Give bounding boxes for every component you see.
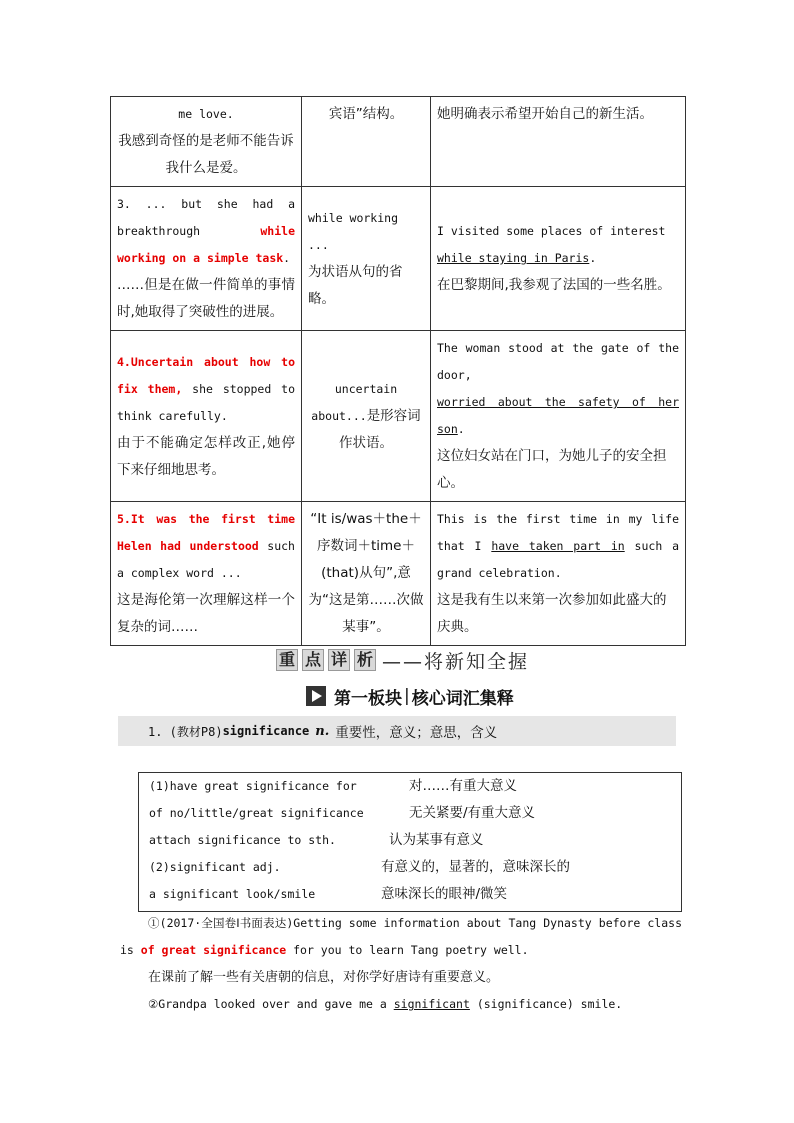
row3-c3-post: . (457, 422, 465, 436)
vocab-word: significance (222, 724, 310, 738)
table-cell (111, 97, 302, 187)
row4-c3-zh: 这是我有生以来第一次参加如此盛大的庆典。 (437, 592, 667, 635)
phrase-en: of no/little/great significance (149, 806, 364, 820)
phrase-zh: 认为某事有意义 (389, 832, 484, 848)
block-title-part1: 第一板块 (334, 688, 402, 709)
vocab-meaning: 重要性，意义；意思，含义 (335, 725, 498, 741)
row3-c3-en (437, 335, 679, 443)
row1-c1-zh: 我感到奇怪的是老师不能告诉我什么是爱。 (118, 133, 294, 176)
table-cell (111, 331, 302, 502)
row2-c3-post: . (589, 251, 597, 265)
table-cell (302, 331, 431, 502)
table-cell (111, 502, 302, 646)
row2-c3-pre: I visited some places of interest (437, 224, 666, 238)
boxed-char: 点 (302, 649, 324, 671)
row1-c1-en: me love. (178, 107, 234, 121)
phrase-zh: 意味深长的眼神/微笑 (381, 886, 508, 902)
row4-c1-red: It was the first time Helen had understood (117, 512, 295, 553)
row4-c3-post: such a grand celebration. (437, 539, 680, 580)
row2-c1-post: . (283, 251, 291, 265)
row4-c3-pre: This is the first time in my life that I (437, 512, 679, 553)
block-title-sep: | (404, 686, 410, 706)
row4-c1-num: 5. (117, 512, 131, 526)
row2-c1-en (117, 191, 295, 272)
example-2 (120, 991, 682, 1018)
row3-c1-red: Uncertain about how to fix them, (117, 354, 295, 396)
row3-c3-pre: The woman stood at the gate of the door, (437, 341, 679, 382)
boxed-char: 详 (328, 649, 350, 671)
phrase-box (138, 772, 682, 912)
row3-c2-line (308, 403, 424, 457)
section-boxed-title (276, 649, 380, 671)
row4-c1-post: such a complex word ... (117, 539, 295, 580)
list-item (149, 800, 679, 827)
table-cell (431, 502, 686, 646)
row1-c2: 宾语”结构。 (328, 106, 404, 122)
row2-c3-zh: 在巴黎期间,我参观了法国的一些名胜。 (437, 277, 671, 293)
row4-c1-zh: 这是海伦第一次理解这样一个复杂的词…… (117, 592, 295, 635)
row3-c1-zh: 由于不能确定怎样改正,她停下来仔细地思考。 (117, 434, 295, 478)
section-subtitle: ——将新知全握 (382, 650, 530, 673)
phrase-zh: 对……有重大意义 (409, 778, 517, 794)
table-cell (431, 187, 686, 331)
vocab-pos: n. (315, 723, 330, 739)
example-1-red: of great significance (140, 943, 287, 957)
row2-c2-zh: 为状语从句的省略。 (308, 263, 403, 307)
row3-c1-num: 4. (117, 354, 131, 369)
row2-c3-en (437, 218, 679, 272)
row2-c2-en: while working ... (308, 210, 399, 252)
example-1-pre: ①(2017·全国卷Ⅰ书面表达)Getting some information about Tang Dynasty before class is (120, 916, 682, 957)
row3-c3-ul: worried about the safety of her son (437, 395, 679, 436)
boxed-char: 析 (354, 649, 376, 671)
example-2-post: (significance) smile. (469, 997, 623, 1011)
example-2-ul: significant (393, 997, 470, 1011)
example-1 (120, 910, 682, 964)
phrase-en: a significant look/smile (149, 887, 316, 901)
table-cell (302, 97, 431, 187)
vocab-heading (118, 716, 676, 746)
row3-c3-zh: 这位妇女站在门口，为她儿子的安全担心。 (437, 448, 667, 491)
table-row (111, 97, 686, 187)
play-icon (306, 686, 326, 706)
row3-c2-en2: about... (311, 408, 367, 423)
phrase-en: (1)have great significance for (149, 779, 357, 793)
row3-c2-zh: 是形容词作状语。 (339, 407, 421, 451)
block-title-part2: 核心词汇集释 (411, 688, 514, 709)
row4-c1-en (117, 506, 295, 587)
row1-c3: 她明确表示希望开始自己的新生活。 (437, 106, 653, 122)
row2-c1-zh: ……但是在做一件简单的事情时,她取得了突破性的进展。 (117, 277, 295, 320)
table-row (111, 502, 686, 646)
row2-c1-red: while working on a simple task (117, 224, 295, 265)
block-title (306, 684, 514, 708)
row3-c1-en (117, 349, 295, 430)
example-1-translation: 在课前了解一些有关唐朝的信息，对你学好唐诗有重要意义。 (148, 970, 500, 985)
phrase-en: attach significance to sth. (149, 833, 336, 847)
row4-c3-en (437, 506, 679, 587)
list-item (149, 827, 679, 854)
table-cell (111, 187, 302, 331)
grammar-table (110, 96, 686, 646)
row4-c3-ul: have taken part in (491, 539, 625, 553)
example-1-post: for you to learn Tang poetry well. (286, 943, 529, 957)
table-cell (431, 97, 686, 187)
vocab-prefix: 1. (教材P8) (148, 724, 223, 739)
list-item (149, 773, 679, 800)
table-row (111, 331, 686, 502)
row3-c1-post: she stopped to think carefully. (117, 381, 296, 423)
row2-c3-ul: while staying in Paris (437, 251, 590, 265)
example-2-pre: ②Grandpa looked over and gave me a (148, 997, 394, 1011)
row3-c2-en1: uncertain (334, 381, 398, 396)
table-cell (302, 187, 431, 331)
boxed-char: 重 (276, 649, 298, 671)
phrase-zh: 有意义的，显著的，意味深长的 (381, 859, 570, 875)
list-item (149, 881, 679, 908)
table-cell (431, 331, 686, 502)
phrase-zh: 无关紧要/有重大意义 (409, 805, 536, 821)
list-item (149, 854, 679, 881)
section-title (276, 646, 529, 674)
table-row (111, 187, 686, 331)
row2-c1-pre: 3. ... but she had a breakthrough (117, 197, 295, 238)
table-cell (302, 502, 431, 646)
phrase-en: (2)significant adj. (149, 860, 281, 874)
row4-c2: “It is/was＋the＋序数词＋time＋(that)从句”,意为“这是第……次做某事”。 (308, 511, 424, 635)
